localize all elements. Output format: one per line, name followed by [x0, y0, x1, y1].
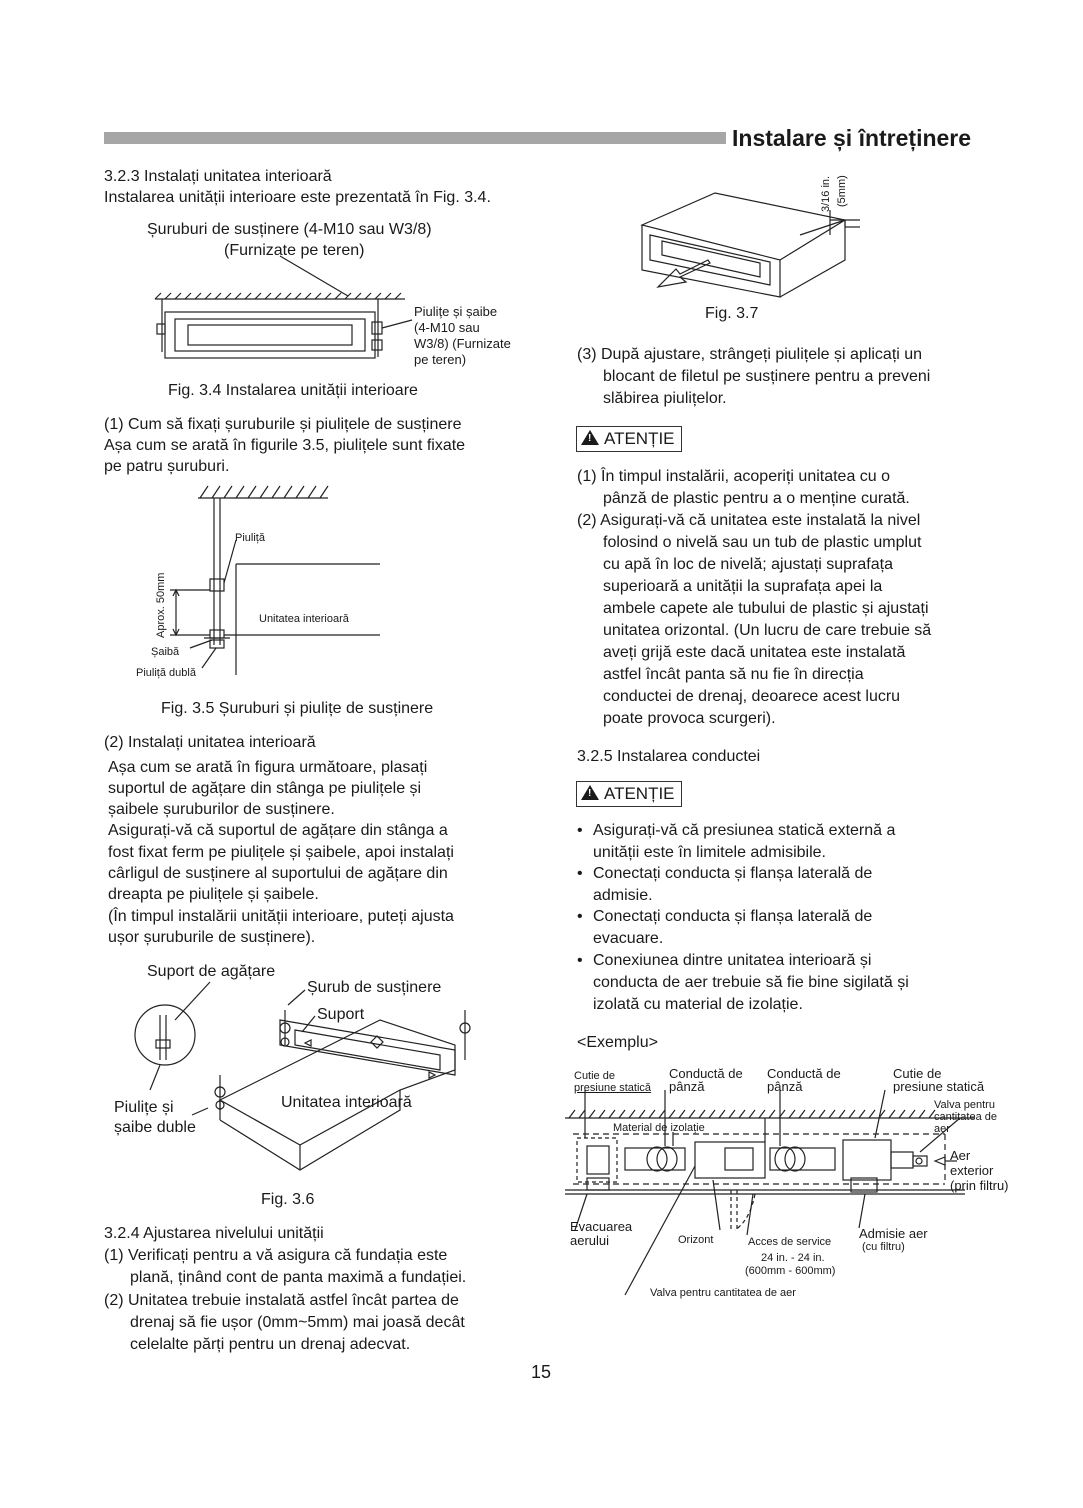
p2-title: (2) Instalați unitatea interioară	[104, 734, 316, 751]
a1-item2-line6: unitatea orizontal. (Un lucru de care trebuie să	[603, 622, 932, 639]
fig35-caption: Fig. 3.5 Șuruburi și piulițe de susținere	[161, 700, 434, 717]
ex-label-box2-b: presiune statică	[893, 1079, 985, 1094]
page-number: 15	[531, 1362, 552, 1382]
a1-item2-line9: conductei de drenaj, deoarece acest lucru	[603, 688, 901, 705]
a1-item2-line1: (2) Asigurați-vă că unitatea este instalată la nivel	[577, 512, 921, 529]
ex-label-outdoor-air-2: exterior	[950, 1163, 994, 1178]
b3-line2: evacuare.	[593, 930, 664, 947]
bullet-icon: •	[577, 952, 583, 969]
caution-label-1: ATENȚIE	[604, 429, 675, 448]
page-title: Instalare și întreținere	[732, 125, 972, 151]
ex-label-box1-a: Cutie de	[574, 1070, 615, 1082]
b1-line1: Asigurați-vă că presiunea statică externă a	[593, 822, 896, 839]
example-label: <Exemplu>	[577, 1034, 658, 1051]
p2-line-8: (În timpul instalării unității interioare, puteți ajusta	[108, 908, 454, 925]
b4-line1: Conexiunea dintre unitatea interioară și	[593, 952, 872, 969]
fig34-label-nuts-2: (4-M10 sau	[414, 320, 480, 335]
fig36-label-hanger: Suport de agățare	[147, 963, 276, 980]
p2-line-2: suportul de agățare din stânga pe piulițele și	[108, 780, 422, 797]
ex-label-box1-b: presiune statică	[574, 1082, 652, 1094]
a1-item2-line3: cu apă în loc de nivelă; ajustați suprafața	[603, 556, 893, 573]
ex-label-duct1-a: Conductă de	[669, 1066, 743, 1081]
fig36-label-nuts-2: șaibe duble	[114, 1119, 196, 1136]
section-3-2-3-title: 3.2.3 Instalați unitatea interioară	[104, 168, 332, 185]
p2-line-6: cârligul de susținere al suportului de agățare din	[108, 865, 448, 882]
fig34-label-nuts-1: Piulițe și șaibe	[414, 304, 498, 319]
header-bar	[104, 132, 726, 144]
ex-label-service-dim-2: (600mm - 600mm)	[745, 1265, 836, 1277]
ex-label-box2-a: Cutie de	[893, 1066, 942, 1081]
bullet-icon: •	[577, 822, 583, 839]
b2-line2: admisie.	[593, 887, 653, 904]
ex-label-insulation: Material de izolație	[613, 1122, 705, 1134]
ex-label-outdoor-air-1: Aer	[950, 1148, 971, 1163]
fig36-diagram	[110, 980, 490, 1180]
ex-label-valve-3: aer	[934, 1123, 950, 1135]
p3-line-2: blocant de filetul pe susținere pentru a preveni	[603, 368, 931, 385]
warning-icon	[581, 430, 599, 445]
fig34-diagram	[150, 262, 420, 372]
s324-item2-line3: celelalte părți pentru un drenaj adecvat.	[130, 1336, 411, 1353]
fig35-label-double-nut: Piuliță dublă	[136, 667, 196, 679]
a1-item2-line2: folosind o nivelă sau un tub de plastic umplut	[603, 534, 922, 551]
p2-line-5: fost fixat ferm pe piulițele și șaibele, apoi instalați	[108, 844, 454, 861]
s324-item2-line2: drenaj să fie ușor (0mm~5mm) mai joasă decât	[130, 1314, 465, 1331]
section-3-2-3-text: Instalarea unității interioare este prezentată în Fig. 3.4.	[104, 189, 491, 206]
s324-item1-line2: plană, ținând cont de panta maximă a fundației.	[130, 1269, 467, 1286]
section-3-2-5-title: 3.2.5 Instalarea conductei	[577, 748, 761, 765]
p1-line-3: pe patru șuruburi.	[104, 458, 230, 475]
fig34-label-bolts: Șuruburi de susținere (4-M10 sau W3/8)	[147, 221, 432, 238]
ex-label-duct2-b: pânză	[767, 1079, 803, 1094]
fig36-label-bolt: Șurub de susținere	[307, 979, 442, 996]
fig34-label-nuts-4: pe teren)	[414, 352, 467, 367]
p2-line-1: Așa cum se arată în figura următoare, plasați	[108, 759, 428, 776]
p3-line-1: (3) După ajustare, strângeți piulițele și aplicați un	[577, 346, 923, 363]
ex-label-duct2-a: Conductă de	[767, 1066, 841, 1081]
a1-item2-line10: poate provoca scurgeri).	[603, 710, 776, 727]
ex-label-exhaust-2: aerului	[570, 1233, 610, 1248]
fig34-caption: Fig. 3.4 Instalarea unității interioare	[168, 382, 418, 399]
section-3-2-4-title: 3.2.4 Ajustarea nivelului unității	[104, 1225, 324, 1242]
p2-line-4: Asigurați-vă că suportul de agățare din stânga a	[108, 822, 448, 839]
ex-label-valve-1: Valva pentru	[934, 1099, 995, 1111]
ex-label-service-dim-1: 24 in. - 24 in.	[761, 1252, 825, 1264]
fig35-label-unit: Unitatea interioară	[259, 613, 349, 625]
ex-label-horizon: Orizont	[678, 1234, 714, 1246]
caution-box-1	[576, 426, 682, 452]
fig37-caption: Fig. 3.7	[705, 305, 759, 322]
ex-label-valve-2: cantitatea de	[934, 1111, 997, 1123]
s324-item1-line1: (1) Verificați pentru a vă asigura că fundația este	[104, 1247, 448, 1264]
a1-item2-line5: ambele capete ale tubului de plastic și ajustați	[603, 600, 929, 617]
fig35-diagram	[150, 480, 390, 680]
fig35-label-washer: Șaibă	[151, 646, 180, 658]
p1-line-2: Așa cum se arată în figurile 3.5, piulițele sunt fixate	[104, 437, 466, 454]
p2-line-9: ușor șuruburile de susținere).	[108, 929, 316, 946]
a1-item2-line8: astfel încât panta să nu fie în direcția	[603, 666, 864, 683]
bullet-icon: •	[577, 865, 583, 882]
p2-line-7: dreapta pe piulițele și șaibele.	[108, 886, 319, 903]
ex-label-outdoor-air-3: (prin filtru)	[950, 1178, 1009, 1193]
b2-line1: Conectați conducta și flanșa laterală de	[593, 865, 873, 882]
bullet-icon: •	[577, 908, 583, 925]
fig37-dim-mm: (5mm)	[836, 175, 848, 207]
ex-label-air-intake-2: (cu filtru)	[862, 1241, 905, 1253]
ex-label-exhaust-1: Evacuarea	[570, 1219, 633, 1234]
ex-label-valve-bottom: Valva pentru cantitatea de aer	[650, 1287, 796, 1299]
p3-line-3: slăbirea piulițelor.	[603, 390, 727, 407]
p1-line-1: (1) Cum să fixați șuruburile și piulițele de susținere	[104, 416, 462, 433]
warning-icon	[581, 785, 599, 800]
fig36-label-nuts-1: Piulițe și	[114, 1099, 174, 1116]
fig34-label-nuts-3: W3/8) (Furnizate	[414, 336, 511, 351]
a1-item2-line7: aveți grijă este dacă unitatea este instalată	[603, 644, 906, 661]
p2-line-3: șaibele șuruburilor de susținere.	[108, 801, 335, 818]
fig36-caption: Fig. 3.6	[261, 1191, 315, 1208]
s324-item2-line1: (2) Unitatea trebuie instalată astfel încât partea de	[104, 1292, 459, 1309]
a1-item1-line2: pânză de plastic pentru a o menține curată.	[603, 490, 910, 507]
fig35-label-nut: Piuliță	[235, 532, 265, 544]
a1-item1-line1: (1) În timpul instalării, acoperiți unitatea cu o	[577, 468, 891, 485]
a1-item2-line4: superioară a unității la suprafața apei la	[603, 578, 883, 595]
ex-label-service-access: Acces de service	[748, 1236, 832, 1248]
fig36-label-bracket: Suport	[317, 1006, 365, 1023]
caution-label-2: ATENȚIE	[604, 784, 675, 803]
caution-box-2	[576, 781, 682, 807]
fig34-label-bolts-note: (Furnizate pe teren)	[224, 242, 365, 259]
ex-label-air-intake-1: Admisie aer	[859, 1226, 928, 1241]
b4-line2: conducta de aer trebuie să fie bine sigilată și	[593, 974, 909, 991]
b4-line3: izolată cu material de izolație.	[593, 996, 803, 1013]
fig36-label-unit: Unitatea interioară	[281, 1094, 412, 1111]
b1-line2: unității este în limitele admisibile.	[593, 844, 826, 861]
fig37-dim-in: 3/16 in.	[820, 175, 832, 212]
ex-label-duct1-b: pânză	[669, 1079, 705, 1094]
fig35-label-approx: Aprox. 50mm	[155, 572, 167, 638]
b3-line1: Conectați conducta și flanșa laterală de	[593, 908, 873, 925]
